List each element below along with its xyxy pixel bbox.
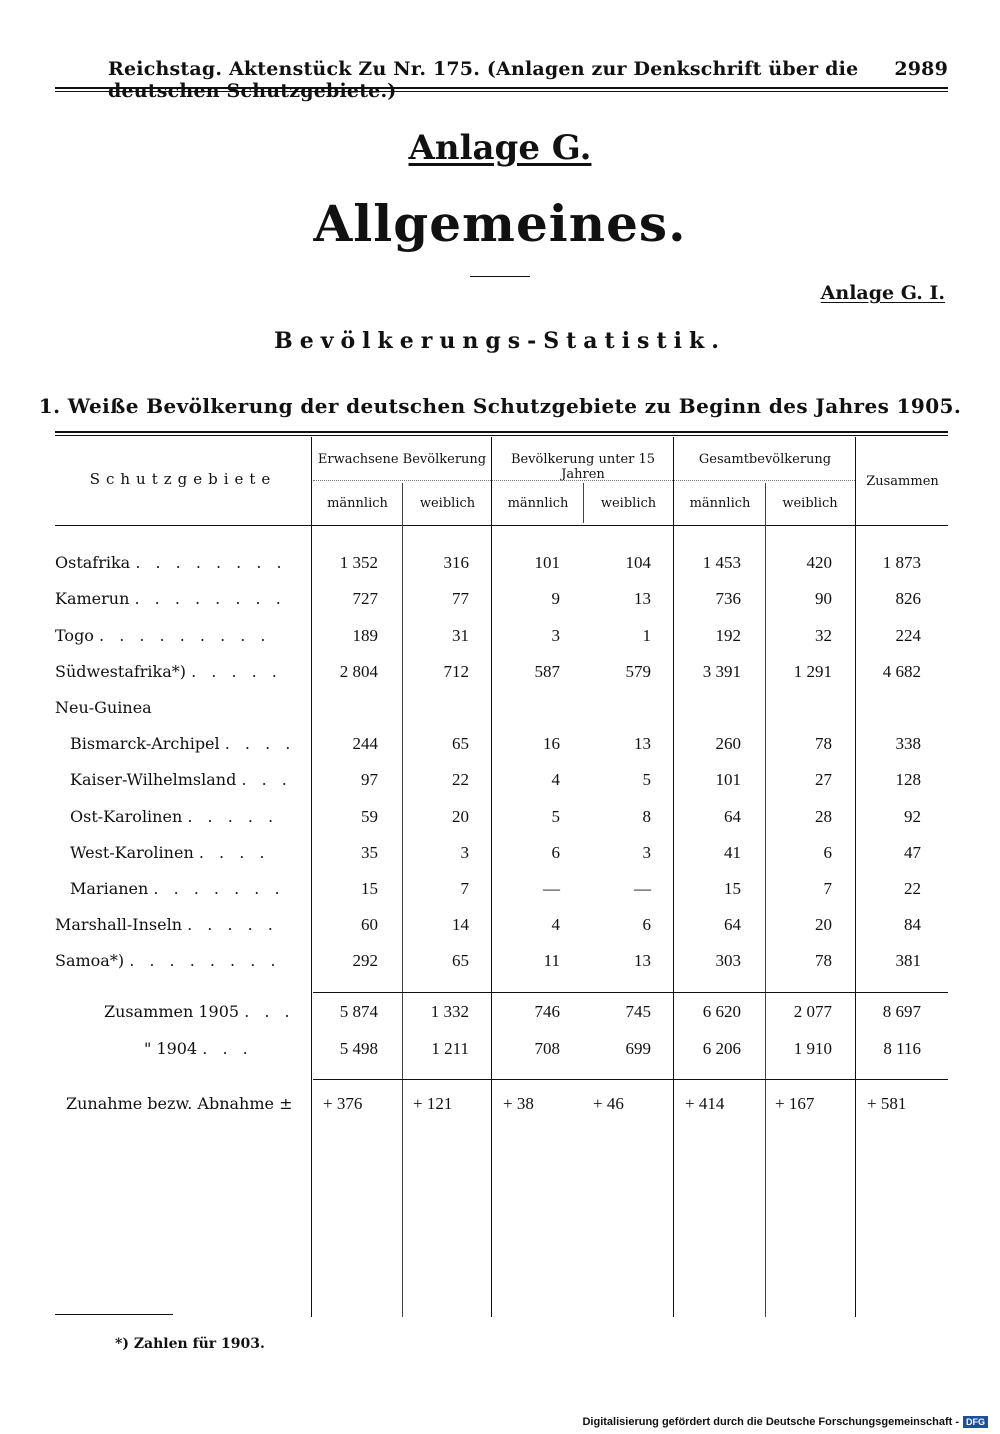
- divider: [470, 276, 530, 277]
- table-row: [0, 843, 1000, 871]
- table-cell: 16: [543, 734, 560, 753]
- table-cell: 1 332: [430, 1002, 469, 1021]
- table-cell: 381: [895, 951, 921, 970]
- table-cell: 4 682: [882, 662, 921, 681]
- footnote: *) Zahlen für 1903.: [115, 1336, 265, 1352]
- table-cell: 5: [642, 770, 651, 789]
- row-label: [70, 807, 300, 826]
- column-group-unter-15: Bevölkerung unter 15 Jahren: [510, 452, 656, 482]
- table-cell: 22: [452, 770, 469, 789]
- row-label-text: Kaiser-Wilhelmsland: [70, 770, 237, 789]
- table-cell: 3 391: [702, 662, 741, 681]
- table-cell: 2 077: [793, 1002, 832, 1021]
- table-cell: 746: [534, 1002, 560, 1021]
- table-change-row: [0, 1094, 1000, 1122]
- table-cell: 65: [452, 951, 469, 970]
- row-label-text: Togo: [55, 626, 94, 645]
- table-row: [0, 553, 1000, 581]
- table-cell: 32: [815, 626, 832, 645]
- table-row: [0, 879, 1000, 907]
- row-label: [70, 879, 300, 898]
- table-cell: 7: [823, 879, 832, 898]
- table-cell: 8 116: [883, 1039, 921, 1058]
- leader-dots: . . . . .: [191, 662, 282, 681]
- row-label: [70, 770, 300, 789]
- statistics-heading: Bevölkerungs-Statistik.: [274, 328, 726, 354]
- leader-dots: . . .: [202, 1039, 253, 1058]
- row-label: [55, 698, 300, 717]
- row-label-text: " 1904: [144, 1039, 198, 1058]
- header-group-divider: [313, 480, 855, 481]
- leader-dots: . . . . . . .: [153, 879, 285, 898]
- running-header: [108, 58, 948, 102]
- table-cell: 6: [551, 843, 560, 862]
- credit-text: Digitalisierung gefördert durch die Deutsche Forschungsgemeinschaft -: [582, 1416, 959, 1428]
- table-cell: 77: [452, 589, 469, 608]
- row-label: [104, 1002, 300, 1021]
- table-cell: 420: [806, 553, 832, 572]
- table-cell: —: [634, 879, 651, 898]
- column-rule-sub: [583, 483, 584, 523]
- leader-dots: . . . . . . . .: [135, 553, 287, 572]
- table-cell: 13: [634, 589, 651, 608]
- subheader-weiblich: weiblich: [419, 496, 476, 511]
- table-cell: 3: [460, 843, 469, 862]
- table-cell: 192: [715, 626, 741, 645]
- table-cell: 31: [452, 626, 469, 645]
- row-label-text: Ostafrika: [55, 553, 131, 572]
- table-row: [0, 662, 1000, 690]
- column-group-erwachsene: Erwachsene Bevölkerung: [317, 452, 487, 467]
- table-cell: 189: [352, 626, 378, 645]
- table-cell: 97: [361, 770, 378, 789]
- row-label-text: Neu-Guinea: [55, 698, 152, 717]
- row-label: [70, 734, 300, 753]
- leader-dots: . . . . . . . .: [129, 951, 281, 970]
- leader-dots: . . . .: [198, 843, 270, 862]
- subheader-weiblich: weiblich: [600, 496, 657, 511]
- table-cell: 27: [815, 770, 832, 789]
- row-label-text: Samoa*): [55, 951, 125, 970]
- table-cell: 4: [551, 915, 560, 934]
- leader-dots: . . . . .: [187, 807, 279, 826]
- table-cell: 11: [543, 951, 560, 970]
- subheader-maennlich: männlich: [327, 496, 388, 511]
- table-cell: 64: [724, 807, 741, 826]
- table-cell: 78: [815, 734, 832, 753]
- row-label: [55, 589, 300, 608]
- leader-dots: . . . .: [224, 734, 296, 753]
- table-cell: 1 291: [793, 662, 832, 681]
- row-label: [55, 915, 300, 934]
- table-cell: 20: [452, 807, 469, 826]
- table-cell: 15: [724, 879, 741, 898]
- table-cell: 6: [642, 915, 651, 934]
- table-cell: 303: [715, 951, 741, 970]
- table-cell: 260: [715, 734, 741, 753]
- header-rule-thin: [55, 91, 948, 92]
- row-label: [66, 1094, 300, 1113]
- table-cell: + 167: [775, 1094, 815, 1113]
- table-header-rule: [55, 525, 948, 526]
- table-cell: 78: [815, 951, 832, 970]
- table-cell: 6: [823, 843, 832, 862]
- table-cell: 6 206: [702, 1039, 741, 1058]
- table-cell: 1 453: [702, 553, 741, 572]
- row-label: [70, 843, 300, 862]
- table-cell: 60: [361, 915, 378, 934]
- column-header-zusammen: Zusammen: [866, 474, 939, 489]
- dfg-logo-icon: DFG: [963, 1416, 988, 1428]
- anlage-subtitle: Anlage G. I.: [820, 282, 945, 304]
- table-cell: 712: [443, 662, 469, 681]
- column-header-schutzgebiete: Schutzgebiete: [89, 470, 277, 488]
- table-cell: 101: [534, 553, 560, 572]
- leader-dots: . . . . . . . . .: [99, 626, 271, 645]
- table-cell: 1 352: [339, 553, 378, 572]
- table-cell: 736: [715, 589, 741, 608]
- table-cell: + 581: [867, 1094, 907, 1113]
- table-cell: 20: [815, 915, 832, 934]
- table-cell: 587: [534, 662, 560, 681]
- table-cell: 64: [724, 915, 741, 934]
- row-label-text: Ost-Karolinen: [70, 807, 183, 826]
- table-cell: 5: [551, 807, 560, 826]
- subheader-weiblich: weiblich: [782, 496, 838, 511]
- table-cell: 59: [361, 807, 378, 826]
- leader-dots: . . . . .: [187, 915, 278, 934]
- table-cell: 5 498: [339, 1039, 378, 1058]
- table-cell: 9: [551, 589, 560, 608]
- row-label: [55, 626, 300, 645]
- row-label-text: Zunahme bezw. Abnahme ±: [66, 1094, 293, 1113]
- table-cell: 28: [815, 807, 832, 826]
- sum-rule: [313, 992, 948, 993]
- table-cell: + 46: [593, 1094, 624, 1113]
- table-cell: 35: [361, 843, 378, 862]
- table-cell: 727: [352, 589, 378, 608]
- table-cell: 41: [724, 843, 741, 862]
- table-cell: 104: [625, 553, 651, 572]
- row-label: [55, 662, 300, 681]
- row-label: [55, 553, 300, 572]
- table-cell: —: [543, 879, 560, 898]
- sum-rule: [313, 1079, 948, 1080]
- table-cell: 128: [895, 770, 921, 789]
- section-title: Allgemeines.: [313, 194, 687, 253]
- table-cell: 2 804: [339, 662, 378, 681]
- table-row: [0, 626, 1000, 654]
- row-label-text: Zusammen 1905: [104, 1002, 240, 1021]
- table-row: [0, 807, 1000, 835]
- table-cell: 7: [460, 879, 469, 898]
- table-cell: 1 211: [431, 1039, 469, 1058]
- anlage-title: Anlage G.: [408, 128, 592, 168]
- table-cell: + 414: [685, 1094, 725, 1113]
- row-label-text: Marianen: [70, 879, 149, 898]
- table-cell: 8 697: [882, 1002, 921, 1021]
- table-cell: 65: [452, 734, 469, 753]
- table-cell: 13: [634, 734, 651, 753]
- table-row: [0, 951, 1000, 979]
- table-cell: 13: [634, 951, 651, 970]
- table-sum-row: [0, 1002, 1000, 1030]
- leader-dots: . . .: [244, 1002, 295, 1021]
- table-row: [0, 589, 1000, 617]
- table-cell: 1: [642, 626, 651, 645]
- header-rule: [55, 87, 948, 89]
- table-cell: 316: [443, 553, 469, 572]
- table-cell: 579: [625, 662, 651, 681]
- table-cell: 826: [895, 589, 921, 608]
- table-cell: 4: [551, 770, 560, 789]
- row-label: [55, 951, 300, 970]
- table-cell: 338: [895, 734, 921, 753]
- table-row: [0, 734, 1000, 762]
- leader-dots: . . .: [241, 770, 292, 789]
- subheader-maennlich: männlich: [689, 496, 751, 511]
- table-cell: 699: [625, 1039, 651, 1058]
- table-cell: 22: [904, 879, 921, 898]
- table-cell: 745: [625, 1002, 651, 1021]
- footnote-rule: [55, 1314, 173, 1315]
- table-cell: 101: [715, 770, 741, 789]
- table-cell: 1 910: [793, 1039, 832, 1058]
- table-title: 1. Weiße Bevölkerung der deutschen Schutzgebiete zu Beginn des Jahres 1905.: [38, 394, 962, 418]
- table-row: [0, 698, 1000, 726]
- table-cell: 6 620: [702, 1002, 741, 1021]
- table-cell: 14: [452, 915, 469, 934]
- table-cell: 3: [551, 626, 560, 645]
- table-cell: 8: [642, 807, 651, 826]
- subheader-maennlich: männlich: [507, 496, 569, 511]
- row-label-text: Marshall-Inseln: [55, 915, 182, 934]
- table-cell: + 38: [503, 1094, 534, 1113]
- page-number: 2989: [894, 58, 948, 80]
- table-top-rule: [55, 431, 948, 433]
- table-cell: 15: [361, 879, 378, 898]
- running-header-text: Reichstag. Aktenstück Zu Nr. 175. (Anlagen zur Denkschrift über die deutschen Schutzgebiete.): [108, 58, 859, 102]
- table-top-rule-thin: [55, 435, 948, 436]
- row-label-text: Bismarck-Archipel: [70, 734, 220, 753]
- row-label: [144, 1039, 300, 1058]
- table-cell: 90: [815, 589, 832, 608]
- table-cell: + 376: [323, 1094, 363, 1113]
- table-row: [0, 915, 1000, 943]
- row-label-text: Kamerun: [55, 589, 130, 608]
- table-cell: 5 874: [339, 1002, 378, 1021]
- leader-dots: . . . . . . . .: [134, 589, 286, 608]
- row-label-text: West-Karolinen: [70, 843, 194, 862]
- table-cell: 708: [534, 1039, 560, 1058]
- table-row: [0, 770, 1000, 798]
- column-group-gesamt: Gesamtbevölkerung: [698, 452, 832, 467]
- digitization-credit: [582, 1416, 988, 1428]
- table-cell: 3: [642, 843, 651, 862]
- table-cell: 84: [904, 915, 921, 934]
- table-cell: 244: [352, 734, 378, 753]
- table-cell: 292: [352, 951, 378, 970]
- table-cell: + 121: [413, 1094, 453, 1113]
- table-cell: 224: [895, 626, 921, 645]
- table-cell: 92: [904, 807, 921, 826]
- table-cell: 47: [904, 843, 921, 862]
- table-sum-row: [0, 1039, 1000, 1067]
- table-cell: 1 873: [882, 553, 921, 572]
- row-label-text: Südwestafrika*): [55, 662, 187, 681]
